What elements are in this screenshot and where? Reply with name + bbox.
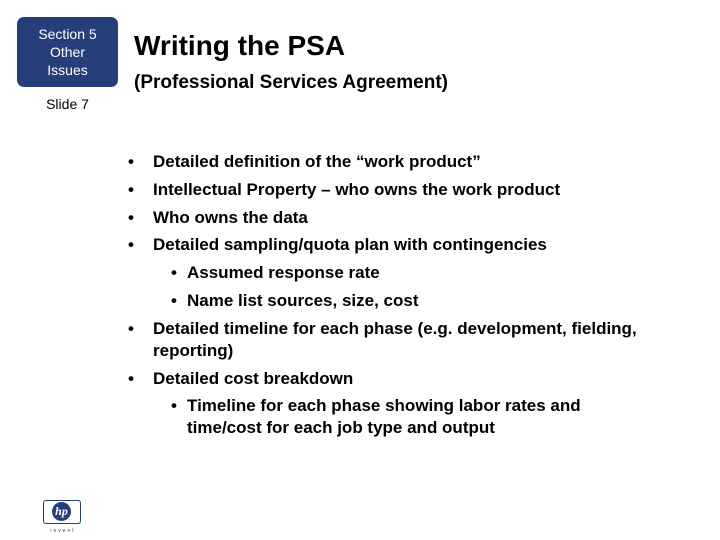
- hp-logo-mark: hp: [52, 502, 71, 521]
- bullet-marker: •: [171, 263, 177, 283]
- slide-title: Writing the PSA: [134, 30, 346, 61]
- section-line-3: Issues: [47, 62, 88, 78]
- section-line-2: Other: [49, 44, 85, 60]
- bullet-list: [128, 151, 708, 445]
- sub-bullet-item: [128, 290, 708, 312]
- bullet-text: Assumed response rate: [187, 263, 380, 283]
- sub-bullet-item: [128, 395, 627, 439]
- bullet-text: Detailed sampling/quota plan with contingencies: [153, 235, 547, 255]
- hp-logo-tagline: invent: [50, 528, 76, 534]
- bullet-item: [128, 234, 708, 256]
- bullet-text: Detailed definition of the “work product”: [153, 152, 481, 171]
- section-line-1: Section 5: [38, 26, 97, 42]
- bullet-item: [128, 207, 708, 229]
- bullet-item: [128, 368, 708, 390]
- bullet-marker: •: [128, 235, 134, 255]
- bullet-text: Intellectual Property – who owns the work product: [153, 179, 561, 199]
- bullet-marker: •: [128, 207, 134, 227]
- bullet-marker: •: [128, 318, 134, 338]
- sub-bullet-item: [128, 262, 708, 284]
- bullet-marker: •: [171, 396, 177, 416]
- hp-logo: [43, 500, 81, 524]
- bullet-text: Detailed cost breakdown: [153, 368, 354, 388]
- bullet-item: [128, 318, 673, 362]
- bullet-item: [128, 179, 708, 201]
- slide-number: Slide 7: [46, 96, 89, 112]
- bullet-marker: •: [128, 179, 134, 199]
- bullet-text: Name list sources, size, cost: [187, 290, 419, 310]
- bullet-text: Who owns the data: [153, 207, 308, 227]
- bullet-marker: •: [171, 290, 177, 310]
- bullet-text: Detailed timeline for each phase (e.g. development, fielding, reporting): [153, 318, 637, 360]
- bullet-text: Timeline for each phase showing labor rates and time/cost for each job type and output: [187, 396, 581, 438]
- slide-subtitle: (Professional Services Agreement): [134, 72, 448, 93]
- bullet-marker: •: [128, 152, 134, 171]
- bullet-marker: •: [128, 368, 134, 388]
- bullet-item: [128, 151, 708, 173]
- section-label-box: [17, 17, 118, 87]
